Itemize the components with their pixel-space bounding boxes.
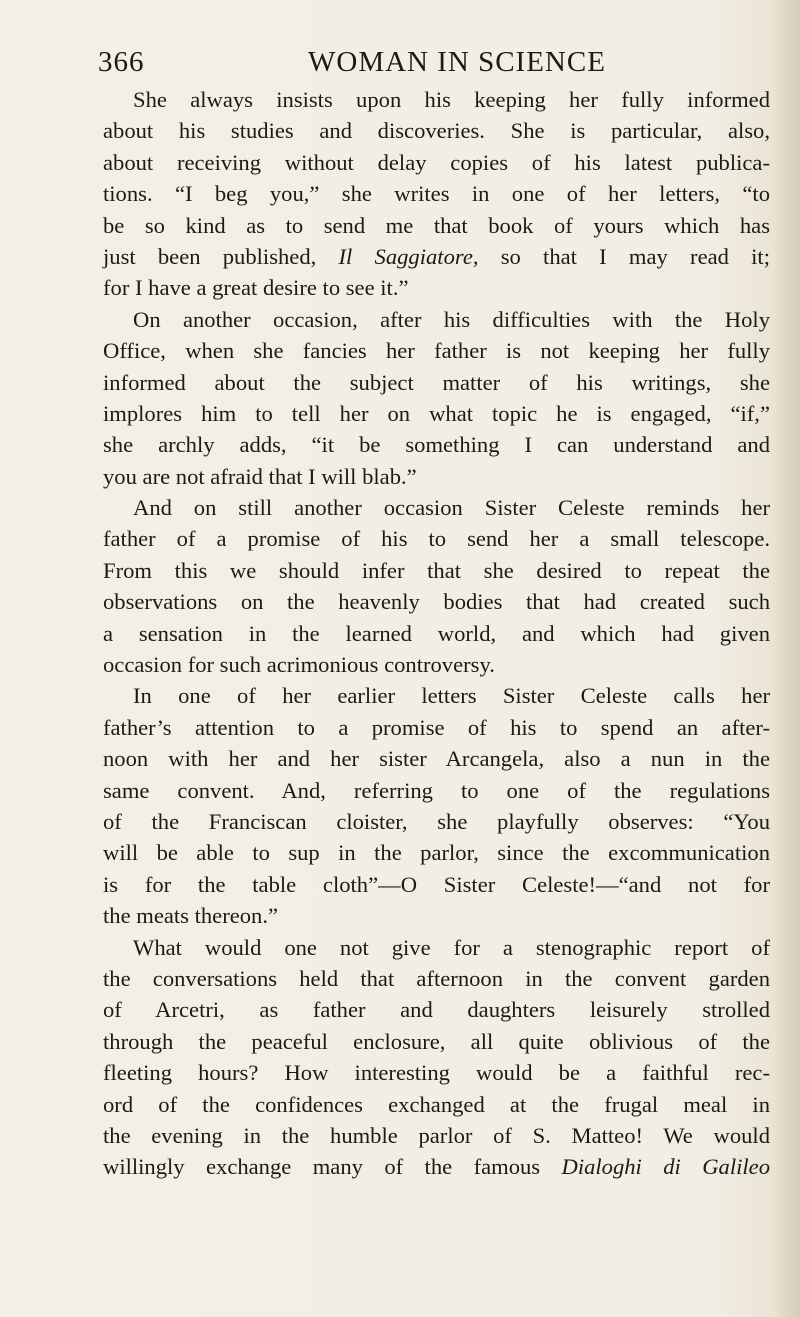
text-line: the meats thereon.” — [103, 903, 279, 929]
text-line: observations on the heavenly bodies that had created such — [103, 589, 770, 615]
text-line — [103, 1151, 770, 1182]
text-line: implores him to tell her on what topic he is engaged, “if,” — [103, 400, 770, 426]
text-line: What would one not give for a stenographic report of — [133, 934, 770, 960]
text-line: of the Franciscan cloister, she playfully observes: “You — [103, 808, 770, 834]
text-line: On another occasion, after his difficulties with the Holy — [133, 306, 770, 332]
text-line: noon with her and her sister Arcangela, also a nun in the — [103, 746, 770, 772]
text-line: fleeting hours? How interesting would be a faithful rec- — [103, 1060, 770, 1086]
text-line: father of a promise of his to send her a small telescope. — [103, 526, 770, 552]
text-line: tions. “I beg you,” she writes in one of her letters, “to — [103, 181, 770, 207]
text-line: is for the table cloth”—O Sister Celeste!—“and not for — [103, 871, 770, 897]
page-edge-shadow — [774, 0, 800, 1317]
running-head — [98, 42, 718, 82]
book-title-italic: Dialoghi di Galileo — [561, 1154, 771, 1180]
text-line: through the peaceful enclosure, all quite oblivious of the — [103, 1028, 770, 1054]
text-line: the conversations held that afternoon in the convent garden — [103, 965, 770, 991]
text-line: a sensation in the learned world, and which had given — [103, 620, 770, 646]
text-line — [103, 241, 770, 272]
text-line: for I have a great desire to see it.” — [103, 275, 409, 301]
text-line: ord of the confidences exchanged at the frugal meal in — [103, 1091, 770, 1117]
text-line: And on still another occasion Sister Celeste reminds her — [133, 495, 770, 521]
text-segment: so that I may read it; — [478, 243, 770, 269]
text-line: about receiving without delay copies of his latest publica- — [103, 149, 770, 175]
text-line: In one of her earlier letters Sister Celeste calls her — [133, 683, 770, 709]
text-segment: willingly exchange many of the famous — [103, 1154, 562, 1180]
body-text — [103, 84, 770, 1183]
book-title-italic: Il Saggiatore, — [338, 243, 479, 269]
text-segment: just been published, — [103, 243, 339, 269]
text-line: be so kind as to send me that book of yours which has — [103, 212, 770, 238]
text-line: will be able to sup in the parlor, since the excommunication — [103, 840, 770, 866]
text-line: informed about the subject matter of his writings, she — [103, 369, 770, 395]
text-line: From this we should infer that she desired to repeat the — [103, 557, 770, 583]
text-line: of Arcetri, as father and daughters leisurely strolled — [103, 997, 770, 1023]
text-line: occasion for such acrimonious controversy. — [103, 652, 495, 678]
running-title: WOMAN IN SCIENCE — [308, 46, 606, 78]
text-line: about his studies and discoveries. She is particular, also, — [103, 118, 770, 144]
text-line: same convent. And, referring to one of the regulations — [103, 777, 770, 803]
text-line: you are not afraid that I will blab.” — [103, 463, 417, 489]
text-line: the evening in the humble parlor of S. Matteo! We would — [103, 1122, 770, 1148]
text-line: Office, when she fancies her father is not keeping her fully — [103, 338, 770, 364]
text-line: father’s attention to a promise of his to spend an after- — [103, 714, 770, 740]
text-line: she archly adds, “it be something I can understand and — [103, 432, 770, 458]
page-number: 366 — [98, 46, 145, 78]
text-line: She always insists upon his keeping her fully informed — [133, 87, 770, 112]
